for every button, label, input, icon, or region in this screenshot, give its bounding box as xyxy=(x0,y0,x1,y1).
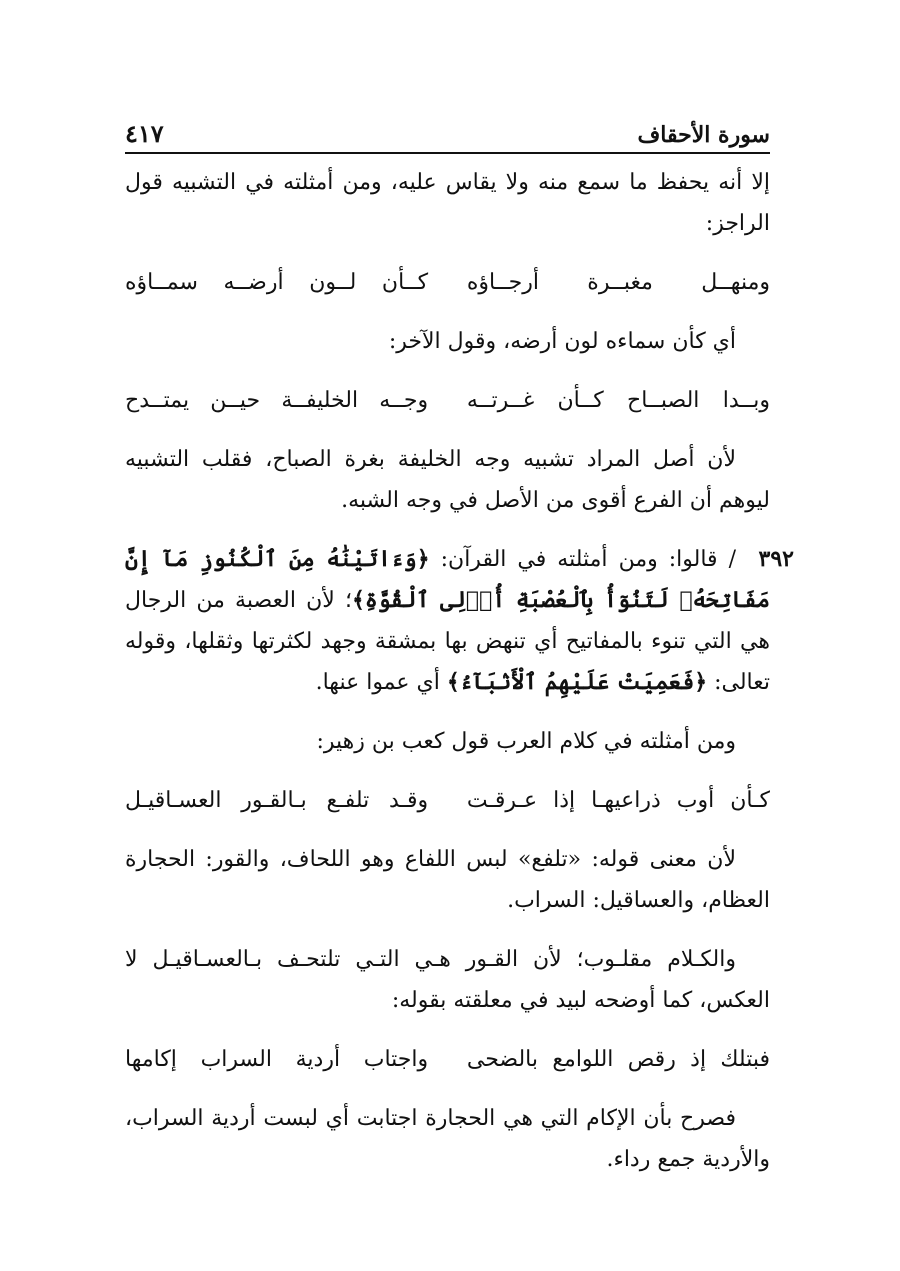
verse-2-second-hemistich: وجــه الخليفــة حيــن يمتــدح xyxy=(125,388,429,413)
poetry-verse-2 xyxy=(125,380,770,421)
paragraph-6: لأن معنى قوله: «تلفع» لبس اللفاع وهو اللحاف، والقور: الحجارة العظام، والعساقيل: السراب. xyxy=(125,847,770,913)
verse-3-second-hemistich: وقـد تلفـع بـالقـور العسـاقيـل xyxy=(125,788,429,813)
page-number: ٤١٧ xyxy=(125,119,164,148)
book-page xyxy=(125,112,794,1198)
running-header xyxy=(125,112,770,154)
poetry-verse-4 xyxy=(125,1039,770,1080)
paragraph-4-text-a: / قالوا: ومن أمثلته في القرآن: xyxy=(429,547,736,572)
verse-1-first-hemistich: ومنهــل مغبــرة أرجــاؤه xyxy=(466,270,770,295)
verse-2-first-hemistich: وبــدا الصبــاح كــأن غــرتــه xyxy=(466,388,770,413)
poetry-verse-1 xyxy=(125,262,770,303)
verse-4-first-hemistich: فبتلك إذ رقص اللوامع بالضحى xyxy=(466,1047,770,1072)
verse-4-second-hemistich: واجتاب أردية السراب إكامها xyxy=(125,1047,429,1072)
page-body xyxy=(125,162,794,1180)
paragraph-7: والكـلام مقلـوب؛ لأن القـور هـي التـي تلتحـف بـالعسـاقيـل لا العكس، كما أوضحه لبيد في معلقته بقوله: xyxy=(125,947,770,1013)
margin-reference-number: ٣٩٢ xyxy=(758,546,794,572)
paragraph-4-text-c: أي عموا عنها. xyxy=(315,670,447,695)
paragraph-2: أي كأن سماءه لون أرضه، وقول الآخر: xyxy=(388,329,736,354)
paragraph-4 xyxy=(125,539,794,703)
quran-citation-2: ﴿فَعَمِيَتْ عَلَيْهِمُ ٱلْأَنۢبَآءُ﴾ xyxy=(446,669,708,695)
paragraph-1: إلا أنه يحفظ ما سمع منه ولا يقاس عليه، ومن أمثلته في التشبيه قول الراجز: xyxy=(125,170,770,236)
verse-1-second-hemistich: كــأن لــون أرضــه سمــاؤه xyxy=(125,270,429,295)
paragraph-4-text-b: ؛ لأن العصبة من الرجال هي التي تنوء بالمفاتيح أي تنهض بها بمشقة وجهد لكثرتها وثقلها، وقوله تعالى: xyxy=(125,588,770,695)
quran-citation-1: ﴿وَءَاتَيْنَٰهُ مِنَ ٱلْكُنُوزِ مَآ إِنَّ مَفَاتِحَهُۥ لَتَنُوٓأُ بِٱلْعُصْبَةِ أُو۟لِى ٱلْقُوَّةِ﴾ xyxy=(125,546,770,613)
surah-title: سورة الأحقاف xyxy=(637,122,770,148)
paragraph-5: ومن أمثلته في كلام العرب قول كعب بن زهير: xyxy=(316,729,736,754)
paragraph-8: فصرح بأن الإكام التي هي الحجارة اجتابت أي لبست أردية السراب، والأردية جمع رداء. xyxy=(125,1106,770,1172)
poetry-verse-3 xyxy=(125,780,770,821)
paragraph-3: لأن أصل المراد تشبيه وجه الخليفة بغرة الصباح، فقلب التشبيه ليوهم أن الفرع أقوى من الأصل في وجه الشبه. xyxy=(125,447,770,513)
verse-3-first-hemistich: كـأن أوب ذراعيهـا إذا عـرقـت xyxy=(466,788,770,813)
